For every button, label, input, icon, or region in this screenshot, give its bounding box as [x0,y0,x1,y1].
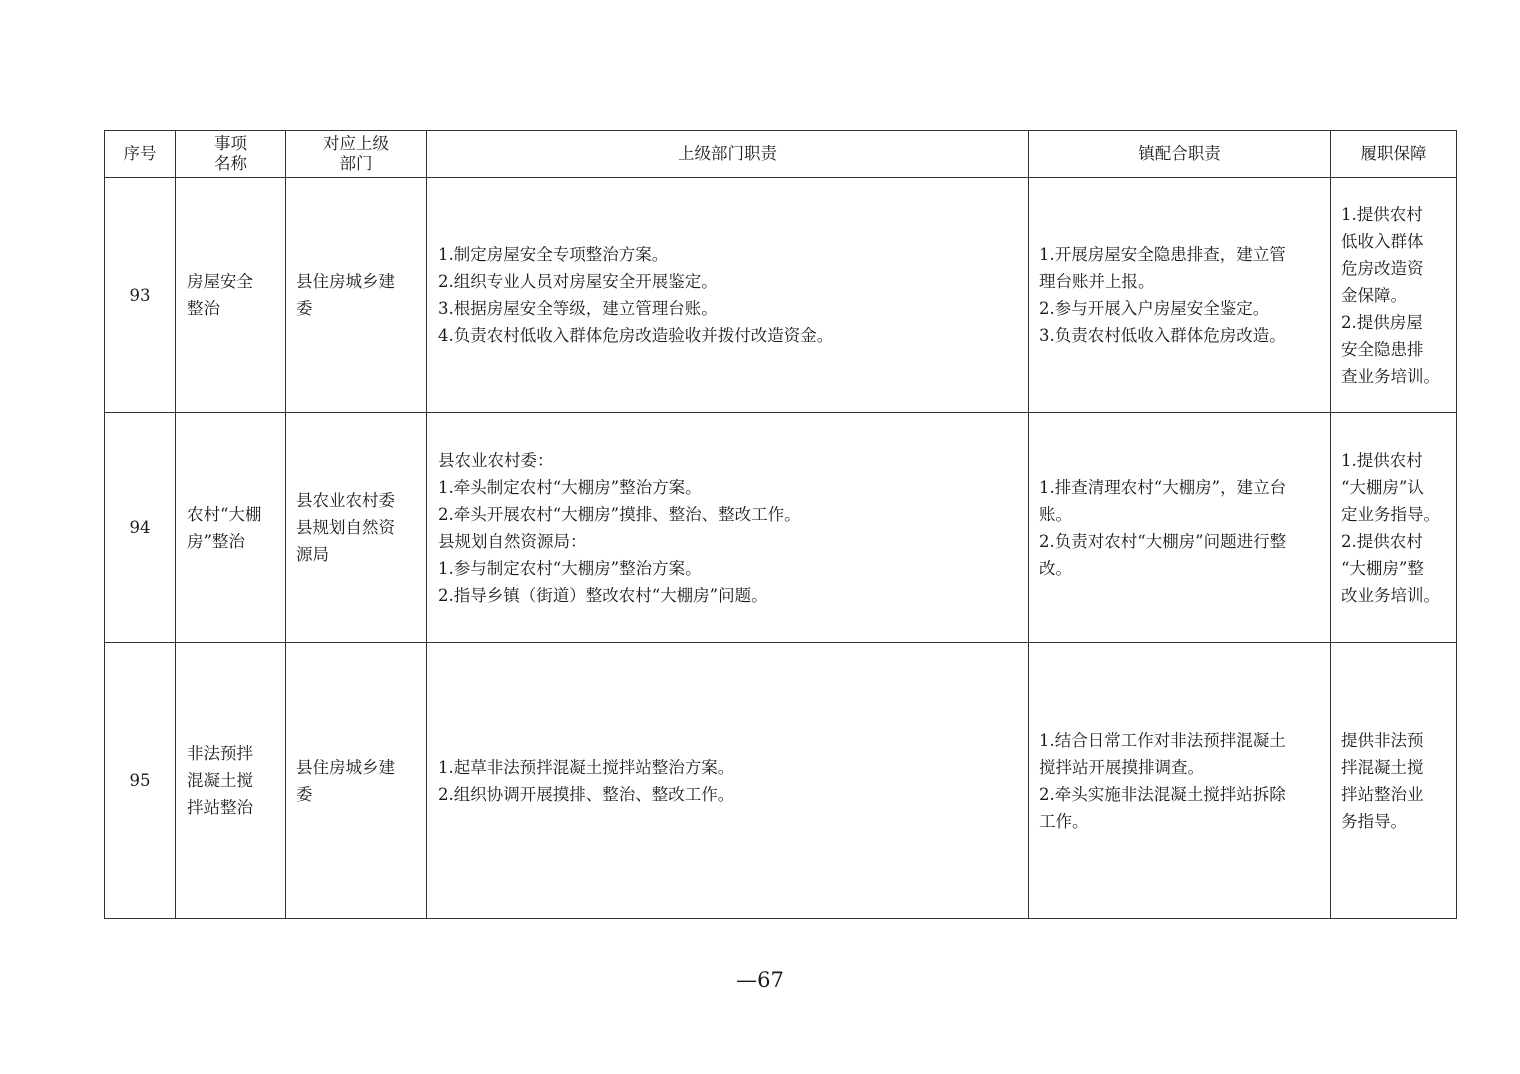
cell-item-name: 非法预拌 混凝土搅 拌站整治 [176,643,286,919]
cell-superior-duty: 1.起草非法预拌混凝土搅拌站整治方案。 2.组织协调开展摸排、整治、整改工作。 [427,643,1029,919]
cell-town-duty: 1.开展房屋安全隐患排查，建立管 理台账并上报。 2.参与开展入户房屋安全鉴定。 3.负责农村低收入群体危房改造。 [1029,178,1331,413]
header-superior-dept: 对应上级 部门 [286,131,427,178]
page-number: —67 [736,968,784,992]
cell-town-duty: 1.结合日常工作对非法预拌混凝土 搅拌站开展摸排调查。 2.牵头实施非法混凝土搅拌站拆除 工作。 [1029,643,1331,919]
cell-superior-duty: 县农业农村委： 1.牵头制定农村“大棚房”整治方案。 2.牵头开展农村“大棚房”摸排、整治、整改工作。 县规划自然资源局： 1.参与制定农村“大棚房”整治方案。 2.指导乡镇（街道）整改农村“大棚房”问题。 [427,413,1029,643]
cell-seq: 95 [105,643,176,919]
cell-superior-dept: 县住房城乡建 委 [286,643,427,919]
cell-guarantee: 1.提供农村 低收入群体 危房改造资 金保障。 2.提供房屋 安全隐患排 查业务培训。 [1331,178,1457,413]
cell-guarantee: 提供非法预 拌混凝土搅 拌站整治业 务指导。 [1331,643,1457,919]
table-header-row [105,131,1457,178]
header-item-name: 事项 名称 [176,131,286,178]
table-row [105,413,1457,643]
cell-seq: 94 [105,413,176,643]
cell-superior-duty: 1.制定房屋安全专项整治方案。 2.组织专业人员对房屋安全开展鉴定。 3.根据房屋安全等级，建立管理台账。 4.负责农村低收入群体危房改造验收并拨付改造资金。 [427,178,1029,413]
cell-guarantee: 1.提供农村 “大棚房”认 定业务指导。 2.提供农村 “大棚房”整 改业务培训。 [1331,413,1457,643]
header-superior-duty: 上级部门职责 [427,131,1029,178]
cell-item-name: 农村“大棚 房”整治 [176,413,286,643]
header-town-duty: 镇配合职责 [1029,131,1331,178]
cell-seq: 93 [105,178,176,413]
table-row [105,178,1457,413]
cell-superior-dept: 县农业农村委 县规划自然资 源局 [286,413,427,643]
cell-item-name: 房屋安全 整治 [176,178,286,413]
table-row [105,643,1457,919]
header-seq: 序号 [105,131,176,178]
duty-table [104,130,1457,919]
cell-town-duty: 1.排查清理农村“大棚房”，建立台 账。 2.负责对农村“大棚房”问题进行整 改。 [1029,413,1331,643]
header-guarantee: 履职保障 [1331,131,1457,178]
cell-superior-dept: 县住房城乡建 委 [286,178,427,413]
